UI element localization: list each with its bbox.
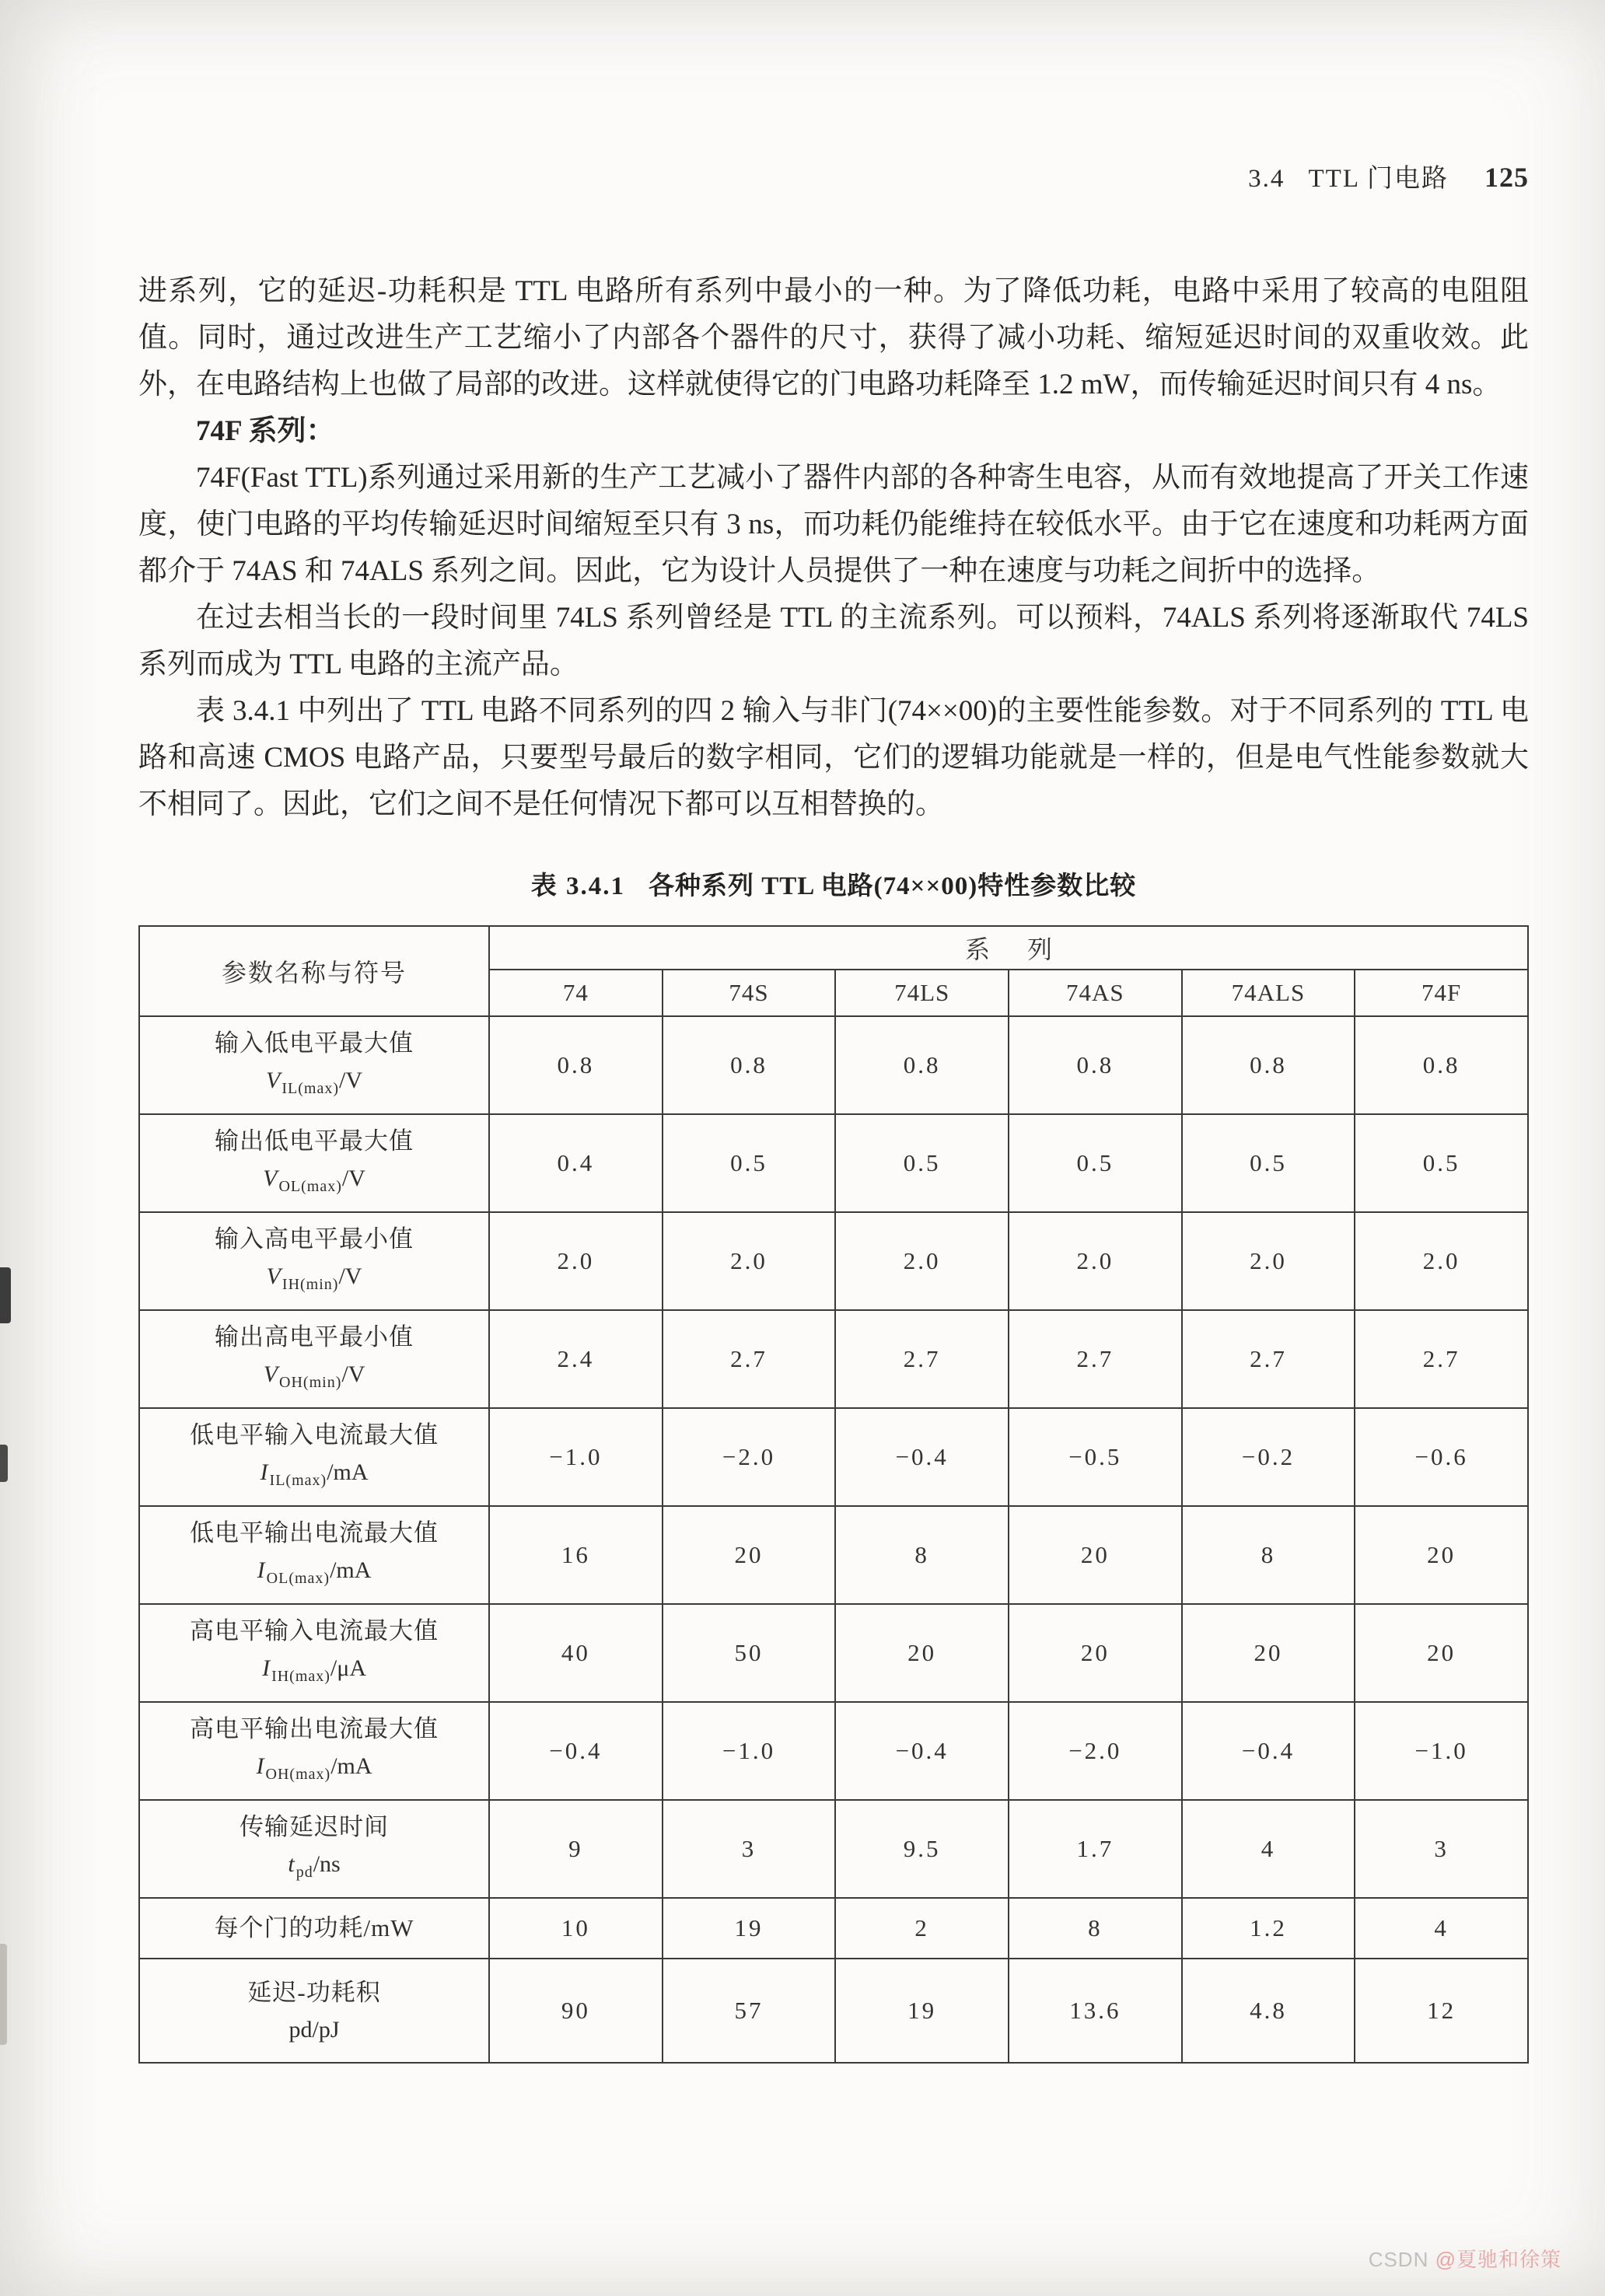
value-cell: 0.8 [1355, 1016, 1528, 1114]
value-cell: 20 [1009, 1604, 1182, 1702]
value-cell: 0.8 [1009, 1016, 1182, 1114]
series-header-74ls: 74LS [835, 970, 1009, 1016]
value-cell: 0.5 [835, 1114, 1009, 1212]
value-cell: 0.4 [489, 1114, 663, 1212]
value-cell: 2.7 [1355, 1310, 1528, 1408]
page-number: 125 [1484, 162, 1529, 193]
series-header-74f: 74F [1355, 970, 1528, 1016]
value-cell: 8 [1182, 1506, 1355, 1604]
value-cell: 2.0 [663, 1212, 836, 1310]
param-name-cell: 输出高电平最小值 V $_{OH(min)}$/V [139, 1310, 489, 1408]
value-cell: 16 [489, 1506, 663, 1604]
value-cell: 2.7 [1009, 1310, 1182, 1408]
value-cell: −0.5 [1009, 1408, 1182, 1506]
param-symbol: V $_{IH(min)}$/V [266, 1263, 362, 1293]
param-name-cell: 低电平输入电流最大值 I $_{IL(max)}$/mA [139, 1408, 489, 1506]
param-symbol: V $_{OH(min)}$/V [263, 1361, 365, 1391]
value-cell: 50 [663, 1604, 836, 1702]
param-name-cell: 输入低电平最大值 V $_{IL(max)}$/V [139, 1016, 489, 1114]
value-cell: 9 [489, 1800, 663, 1898]
table-body [139, 1016, 1528, 2063]
value-cell: 8 [835, 1506, 1009, 1604]
value-cell: 0.5 [1009, 1114, 1182, 1212]
table-caption-number: 表 3.4.1 [530, 872, 625, 900]
running-header [138, 129, 1529, 223]
paragraph-continuation: 进系列，它的延迟-功耗积是 TTL 电路所有系列中最小的一种。为了降低功耗，电路中采用了较高的电阻阻值。同时，通过改进生产工艺缩小了内部各个器件的尺寸，获得了减小功耗、缩短延迟时间的双重收效。此外，在电路结构上也做了局部的改进。这样就使得它的门电路功耗降至 1.2 mW，而传输延迟时间只有 4 ns。 [138, 275, 1529, 400]
table-row [139, 1310, 1528, 1408]
param-symbol: pd/pJ [288, 2017, 340, 2043]
value-cell: 0.8 [835, 1016, 1009, 1114]
value-cell: 57 [663, 1959, 836, 2063]
param-name-cell: 传输延迟时间 t $_{pd}$/ns [139, 1800, 489, 1898]
table-row [139, 1212, 1528, 1310]
group-header-row [139, 926, 1528, 970]
value-cell: 20 [1182, 1604, 1355, 1702]
value-cell: 20 [835, 1604, 1009, 1702]
value-cell: 1.7 [1009, 1800, 1182, 1898]
value-cell: 13.6 [1009, 1959, 1182, 2063]
value-cell: 0.5 [663, 1114, 836, 1212]
param-symbol: I $_{IL(max)}$/mA [260, 1459, 369, 1489]
param-symbol: t $_{pd}$/ns [288, 1851, 341, 1881]
section-title: 3.4 TTL 门电路 [1248, 165, 1449, 193]
value-cell: 90 [489, 1959, 663, 2063]
value-cell: 40 [489, 1604, 663, 1702]
scan-artifact [0, 1944, 7, 2045]
param-name-cell: 输入高电平最小值 V $_{IH(min)}$/V [139, 1212, 489, 1310]
value-cell: −2.0 [1009, 1702, 1182, 1800]
table-caption [138, 865, 1529, 902]
table-row [139, 1898, 1528, 1959]
param-name-cell: 输出低电平最大值 V $_{OL(max)}$/V [139, 1114, 489, 1212]
corner-header-cell: 参数名称与符号 [139, 926, 489, 1016]
param-name-cell: 高电平输入电流最大值 I $_{IH(max)}$/μA [139, 1604, 489, 1702]
series-header-74: 74 [489, 970, 663, 1016]
value-cell: 4 [1355, 1898, 1528, 1959]
table-row [139, 1016, 1528, 1114]
value-cell: 2.7 [663, 1310, 836, 1408]
value-cell: 0.8 [1182, 1016, 1355, 1114]
series-header-74as: 74AS [1009, 970, 1182, 1016]
value-cell: 19 [663, 1898, 836, 1959]
paragraph-mainstream: 在过去相当长的一段时间里 74LS 系列曾经是 TTL 的主流系列。可以预料，74ALS 系列将逐渐取代 74LS 系列而成为 TTL 电路的主流产品。 [138, 602, 1529, 680]
value-cell: 0.5 [1355, 1114, 1528, 1212]
subheading-74f-series: 74F 系列： [196, 415, 335, 447]
value-cell: −1.0 [489, 1408, 663, 1506]
watermark-brand: CSDN [1368, 2248, 1429, 2271]
value-cell: −0.4 [489, 1702, 663, 1800]
value-cell: −1.0 [1355, 1702, 1528, 1800]
value-cell: −1.0 [663, 1702, 836, 1800]
value-cell: 2.0 [1355, 1212, 1528, 1310]
value-cell: 3 [1355, 1800, 1528, 1898]
table-caption-text: 各种系列 TTL 电路(74××00)特性参数比较 [648, 872, 1137, 900]
value-cell: 20 [1355, 1604, 1528, 1702]
table-row [139, 1702, 1528, 1800]
table-head [139, 926, 1528, 1016]
value-cell: 2.0 [835, 1212, 1009, 1310]
param-symbol: I $_{OH(max)}$/mA [256, 1753, 372, 1783]
value-cell: 3 [663, 1800, 836, 1898]
value-cell: 19 [835, 1959, 1009, 2063]
value-cell: 12 [1355, 1959, 1528, 2063]
param-name-cell: 每个门的功耗/mW [139, 1898, 489, 1959]
value-cell: 4 [1182, 1800, 1355, 1898]
param-name-cell: 延迟-功耗积 pd/pJ [139, 1959, 489, 2063]
csdn-watermark [1369, 2244, 1561, 2273]
value-cell: 0.5 [1182, 1114, 1355, 1212]
value-cell: 2 [835, 1898, 1009, 1959]
body-text [138, 268, 1529, 828]
ttl-parameters-table [138, 925, 1529, 2064]
paragraph-table-intro: 表 3.4.1 中列出了 TTL 电路不同系列的四 2 输入与非门(74××00)的主要性能参数。对于不同系列的 TTL 电路和高速 CMOS 电路产品，只要型号最后的数字相同，它们的逻辑功能就是一样的，但是电气性能参数就大不相同了。因此，它们之间不是任何情况下都可以互相替换的。 [138, 695, 1529, 820]
scan-artifact [0, 1445, 8, 1482]
param-symbol: I $_{OL(max)}$/mA [257, 1557, 372, 1587]
table-row [139, 1114, 1528, 1212]
paragraph-74f: 74F(Fast TTL)系列通过采用新的生产工艺减小了器件内部的各种寄生电容，从而有效地提高了开关工作速度，使门电路的平均传输延迟时间缩短至只有 3 ns，而功耗仍能维持在较低水平。由于它在速度和功耗两方面都介于 74AS 和 74ALS 系列之间。因此，它为设计人员提供了一种在速度与功耗之间折中的选择。 [138, 462, 1529, 587]
table-row [139, 1800, 1528, 1898]
value-cell: 2.0 [489, 1212, 663, 1310]
value-cell: 20 [1009, 1506, 1182, 1604]
series-group-header-cell: 系 列 [489, 926, 1528, 970]
value-cell: 20 [663, 1506, 836, 1604]
table-row [139, 1408, 1528, 1506]
value-cell: 2.4 [489, 1310, 663, 1408]
value-cell: −0.6 [1355, 1408, 1528, 1506]
param-name-cell: 低电平输出电流最大值 I $_{OL(max)}$/mA [139, 1506, 489, 1604]
value-cell: 1.2 [1182, 1898, 1355, 1959]
table-row [139, 1959, 1528, 2063]
table-row [139, 1506, 1528, 1604]
value-cell: 4.8 [1182, 1959, 1355, 2063]
table-row [139, 1604, 1528, 1702]
value-cell: 2.0 [1009, 1212, 1182, 1310]
param-symbol: V $_{OL(max)}$/V [263, 1165, 365, 1195]
value-cell: 0.8 [489, 1016, 663, 1114]
value-cell: −0.4 [1182, 1702, 1355, 1800]
value-cell: 0.8 [663, 1016, 836, 1114]
watermark-user: @夏驰和徐策 [1435, 2248, 1561, 2271]
param-name-cell: 高电平输出电流最大值 I $_{OH(max)}$/mA [139, 1702, 489, 1800]
value-cell: −0.4 [835, 1408, 1009, 1506]
scan-artifact [0, 1267, 11, 1323]
value-cell: 20 [1355, 1506, 1528, 1604]
series-header-74als: 74ALS [1182, 970, 1355, 1016]
value-cell: 2.7 [1182, 1310, 1355, 1408]
value-cell: −0.2 [1182, 1408, 1355, 1506]
param-symbol: I $_{IH(max)}$/μA [262, 1655, 367, 1685]
series-header-74s: 74S [663, 970, 836, 1016]
value-cell: −2.0 [663, 1408, 836, 1506]
value-cell: 2.7 [835, 1310, 1009, 1408]
value-cell: −0.4 [835, 1702, 1009, 1800]
value-cell: 2.0 [1182, 1212, 1355, 1310]
value-cell: 9.5 [835, 1800, 1009, 1898]
param-symbol: V $_{IL(max)}$/V [266, 1068, 363, 1097]
value-cell: 8 [1009, 1898, 1182, 1959]
value-cell: 10 [489, 1898, 663, 1959]
